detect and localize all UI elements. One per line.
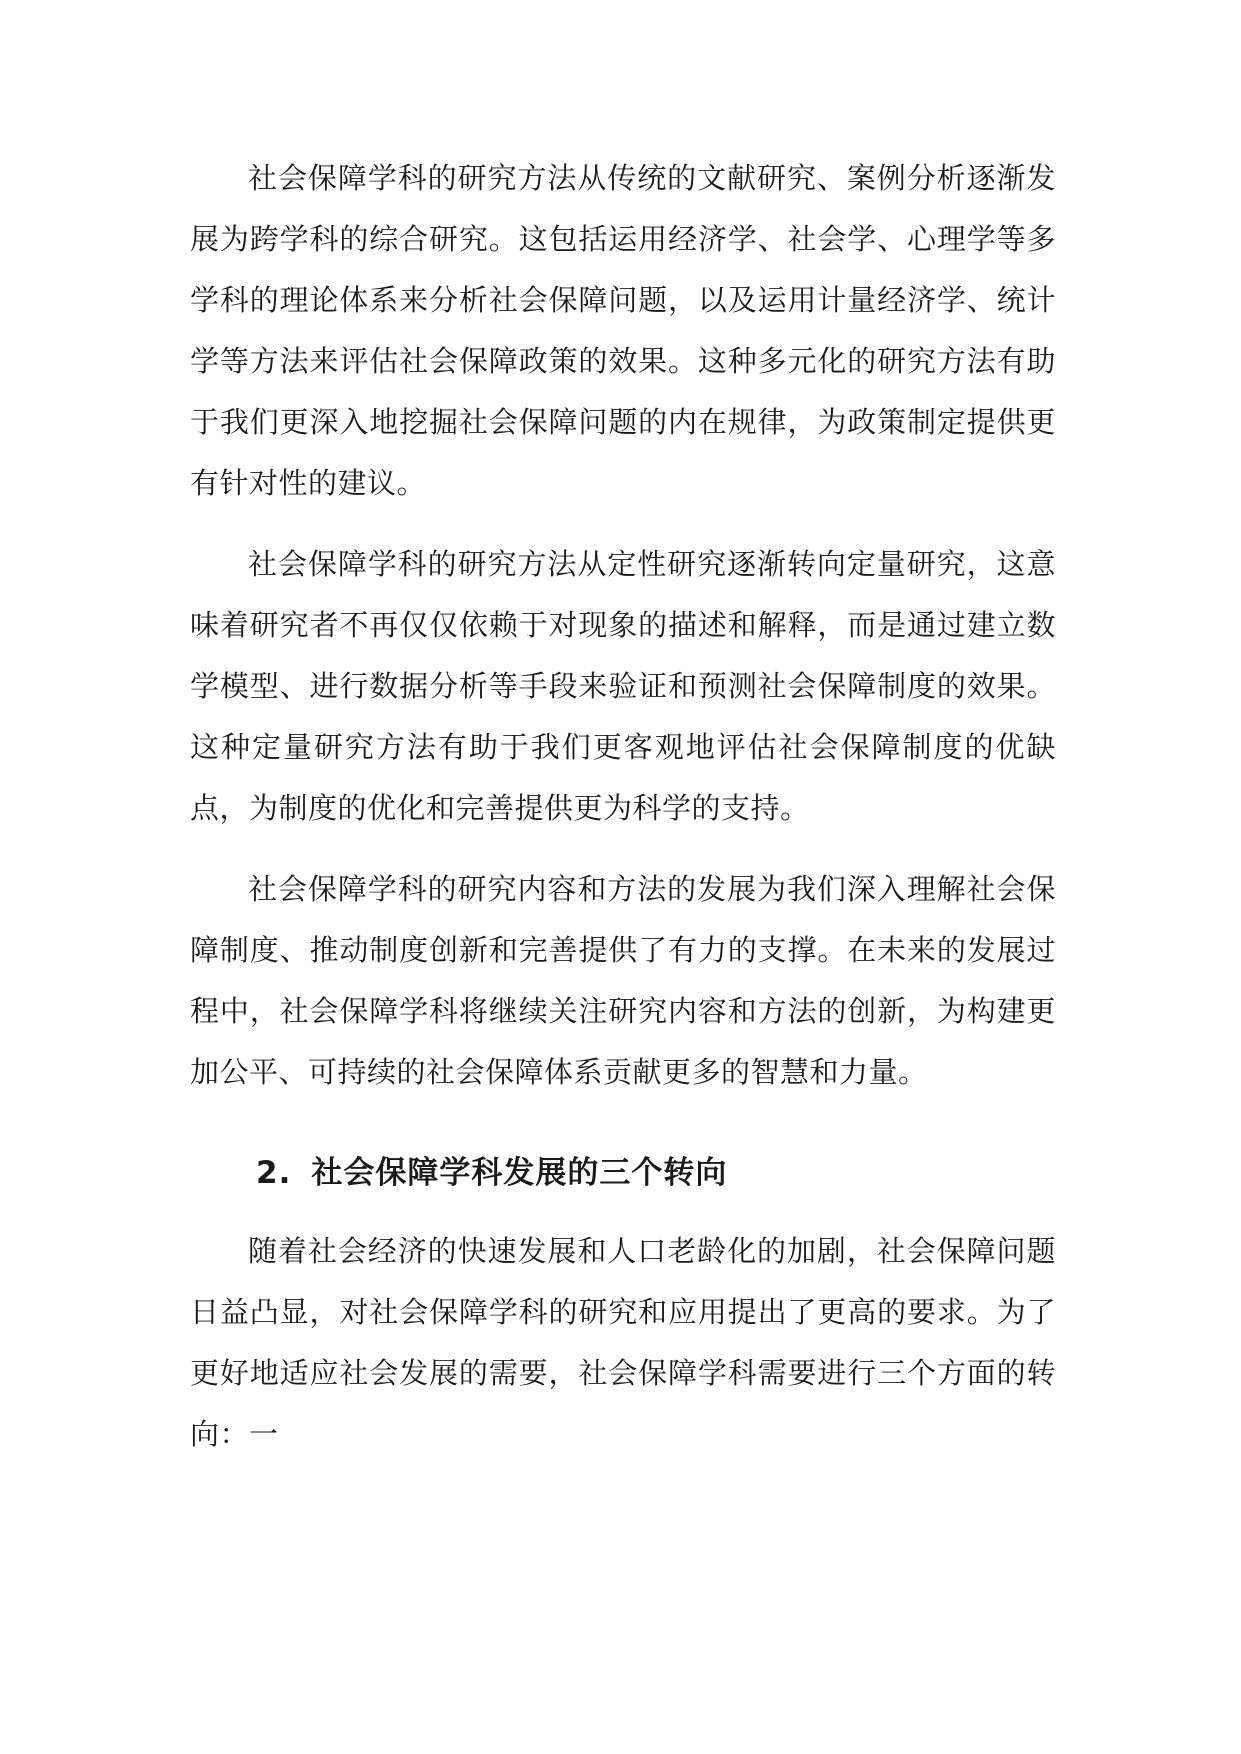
paragraph-research-methods-interdisciplinary: 社会保障学科的研究方法从传统的文献研究、案例分析逐渐发展为跨学科的综合研究。这包括运用经济学、社会学、心理学等多学科的理论体系来分析社会保障问题，以及运用计量经济学、统计学等方法来评估社会保障政策的效果。这种多元化的研究方法有助于我们更深入地挖掘社会保障问题的内在规律，为政策制定提供更有针对性的建议。 <box>190 161 1056 500</box>
section-number: 2. <box>256 1155 292 1191</box>
paragraph-three-shifts-intro: 随着社会经济的快速发展和人口老龄化的加剧，社会保障问题日益凸显，对社会保障学科的研究和应用提出了更高的要求。为了更好地适应社会发展的需要，社会保障学科需要进行三个方面的转向：一 <box>190 1234 1056 1451</box>
paragraph-research-summary: 社会保障学科的研究内容和方法的发展为我们深入理解社会保障制度、推动制度创新和完善提供了有力的支撑。在未来的发展过程中，社会保障学科将继续关注研究内容和方法的创新，为构建更加公平、可持续的社会保障体系贡献更多的智慧和力量。 <box>190 872 1056 1089</box>
document-page <box>190 148 1056 1465</box>
section-heading <box>190 1137 1056 1209</box>
paragraph-research-methods-quantitative: 社会保障学科的研究方法从定性研究逐渐转向定量研究，这意味着研究者不再仅仅依赖于对现象的描述和解释，而是通过建立数学模型、进行数据分析等手段来验证和预测社会保障制度的效果。这种定量研究方法有助于我们更客观地评估社会保障制度的优缺点，为制度的优化和完善提供更为科学的支持。 <box>190 547 1056 825</box>
section-title: 社会保障学科发展的三个转向 <box>311 1155 728 1191</box>
